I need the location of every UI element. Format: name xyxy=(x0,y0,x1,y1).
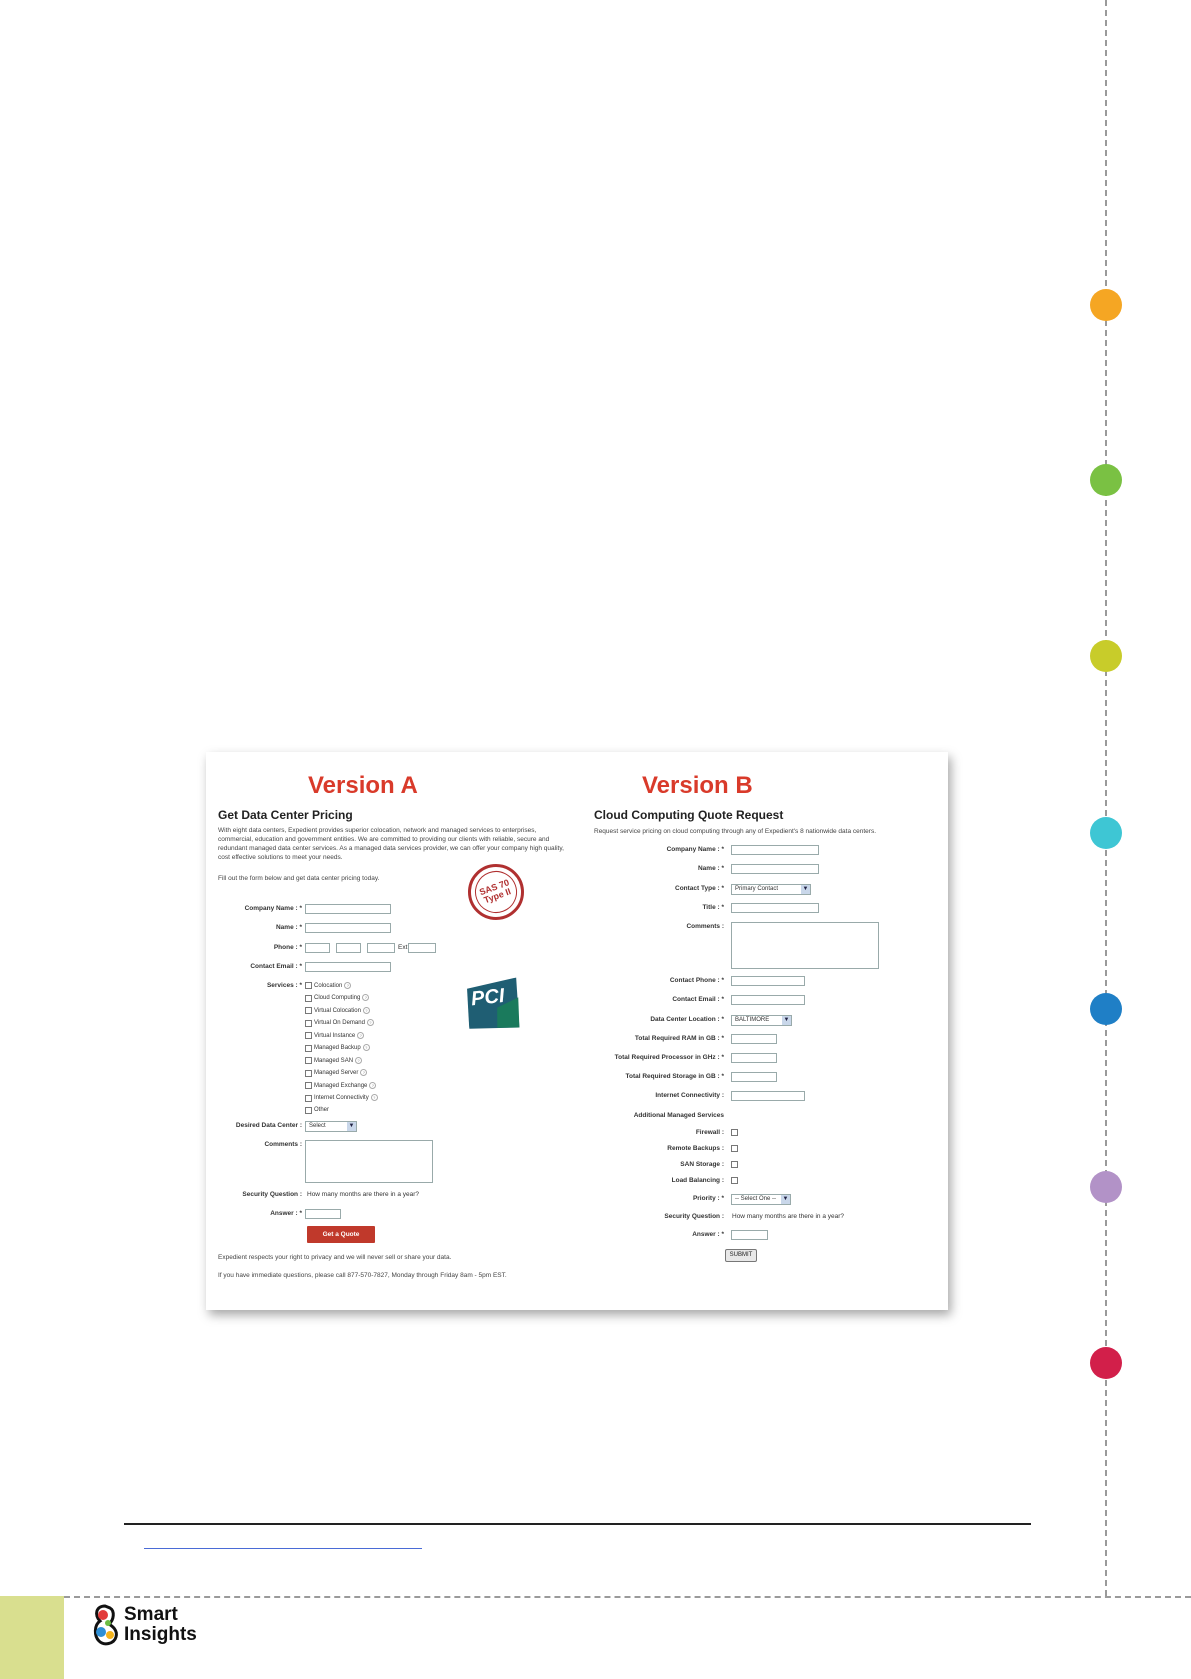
company-input[interactable] xyxy=(305,904,391,914)
pci-badge-text: PCI xyxy=(470,984,506,1011)
ram-input[interactable] xyxy=(731,1034,777,1044)
processor-input[interactable] xyxy=(731,1053,777,1063)
b-security-question-text: How many months are there in a year? xyxy=(732,1213,844,1220)
timeline-dot-cyan xyxy=(1090,817,1122,849)
service-label xyxy=(314,994,369,1001)
backups-checkbox[interactable] xyxy=(731,1145,738,1152)
timeline-dot-green xyxy=(1090,464,1122,496)
smart-insights-logo-icon xyxy=(90,1603,120,1647)
service-checkbox[interactable] xyxy=(305,1045,312,1052)
version-b-intro: Request service pricing on cloud computing through any of Expedient's 8 nationwide data centers. xyxy=(594,828,876,835)
service-label-text: Managed Server xyxy=(314,1070,359,1077)
priority-select[interactable] xyxy=(731,1194,791,1205)
b-email-input[interactable] xyxy=(731,995,805,1005)
b-phone-input[interactable] xyxy=(731,976,805,986)
help-icon[interactable]: ? xyxy=(355,1057,362,1064)
email-input[interactable] xyxy=(305,962,391,972)
sas70-badge xyxy=(468,864,524,920)
service-label-text: Virtual On Demand xyxy=(314,1020,365,1027)
security-question-text: How many months are there in a year? xyxy=(307,1191,419,1198)
service-label xyxy=(314,1032,364,1039)
service-label-text: Virtual Colocation xyxy=(314,1007,361,1014)
label-security: Security Question : xyxy=(242,1191,302,1198)
label-company: Company Name : * xyxy=(244,905,302,912)
service-label-text: Virtual Instance xyxy=(314,1032,356,1039)
b-answer-input[interactable] xyxy=(731,1230,768,1240)
b-label-email: Contact Email : * xyxy=(672,996,724,1003)
b-label-company: Company Name : * xyxy=(666,846,724,853)
logo-line1: Smart xyxy=(124,1604,178,1625)
help-icon[interactable]: ? xyxy=(357,1032,364,1039)
version-a-form xyxy=(210,752,582,1310)
help-icon[interactable]: ? xyxy=(369,1082,376,1089)
b-label-processor: Total Required Processor in GHz : * xyxy=(614,1054,724,1061)
version-a-instruction: Fill out the form below and get data center pricing today. xyxy=(218,875,380,882)
san-checkbox[interactable] xyxy=(731,1161,738,1168)
internet-input[interactable] xyxy=(731,1091,805,1101)
b-label-phone: Contact Phone : * xyxy=(669,977,724,984)
service-label xyxy=(314,1044,370,1051)
footer-color-block xyxy=(0,1596,64,1679)
footnote-link-underline[interactable] xyxy=(144,1548,422,1549)
b-label-san: SAN Storage : xyxy=(680,1161,724,1168)
label-services: Services : * xyxy=(266,982,302,989)
chevron-down-icon: ▼ xyxy=(348,1123,355,1129)
b-label-additional: Additional Managed Services xyxy=(633,1112,724,1119)
b-label-backups: Remote Backups : xyxy=(667,1145,724,1152)
label-email: Contact Email : * xyxy=(250,963,302,970)
b-label-load: Load Balancing : xyxy=(671,1177,724,1184)
service-label-text: Managed SAN xyxy=(314,1057,354,1064)
sas70-badge-text: SAS 70 Type II xyxy=(469,865,523,919)
contact-type-value: Primary Contact xyxy=(735,886,779,892)
phone-area-input[interactable] xyxy=(305,943,330,953)
get-quote-button[interactable]: Get a Quote xyxy=(307,1226,375,1243)
b-label-firewall: Firewall : xyxy=(695,1129,724,1136)
smart-insights-logo xyxy=(90,1603,197,1647)
timeline-dot-orange xyxy=(1090,289,1122,321)
service-checkbox[interactable] xyxy=(305,1057,312,1064)
b-comments-textarea[interactable] xyxy=(731,922,879,969)
b-label-security: Security Question : xyxy=(664,1213,724,1220)
b-label-answer: Answer : * xyxy=(692,1231,724,1238)
phone-prefix-input[interactable] xyxy=(336,943,361,953)
b-label-name: Name : * xyxy=(697,865,724,872)
pci-badge xyxy=(464,977,523,1034)
service-checkbox[interactable] xyxy=(305,1082,312,1089)
timeline-dot-purple xyxy=(1090,1171,1122,1203)
service-label-text: Internet Connectivity xyxy=(314,1095,369,1102)
service-label xyxy=(314,1019,374,1026)
timeline-dot-blue xyxy=(1090,993,1122,1025)
b-label-comments: Comments : xyxy=(686,923,724,930)
service-label-text: Colocation xyxy=(314,982,343,989)
version-b-title: Cloud Computing Quote Request xyxy=(594,808,784,822)
service-label-text: Cloud Computing xyxy=(314,995,361,1002)
service-label xyxy=(314,982,351,989)
b-company-input[interactable] xyxy=(731,845,819,855)
footnote-rule xyxy=(124,1523,1031,1525)
service-checkbox[interactable] xyxy=(305,1095,312,1102)
contact-text: If you have immediate questions, please call 877-570-7827, Monday through Friday 8am - 5pm EST. xyxy=(218,1272,507,1279)
service-label xyxy=(314,1007,370,1014)
b-name-input[interactable] xyxy=(731,864,819,874)
service-label xyxy=(314,1057,362,1064)
answer-input[interactable] xyxy=(305,1209,341,1219)
label-comments: Comments : xyxy=(264,1141,302,1148)
b-label-title: Title : * xyxy=(702,904,724,911)
firewall-checkbox[interactable] xyxy=(731,1129,738,1136)
version-b-heading: Version B xyxy=(642,772,753,799)
logo-line2: Insights xyxy=(124,1624,197,1645)
label-answer: Answer : * xyxy=(270,1210,302,1217)
b-title-input[interactable] xyxy=(731,903,819,913)
service-checkbox[interactable] xyxy=(305,1007,312,1014)
label-name: Name : * xyxy=(275,924,302,931)
help-icon[interactable]: ? xyxy=(362,994,369,1001)
service-checkbox[interactable] xyxy=(305,1032,312,1039)
phone-ext-input[interactable] xyxy=(408,943,436,953)
version-a-heading: Version A xyxy=(308,772,418,799)
datacenter-select-value: Select xyxy=(309,1123,326,1129)
ext-label: Ext xyxy=(398,944,408,951)
b-label-internet: Internet Connectivity : xyxy=(655,1092,724,1099)
help-icon[interactable]: ? xyxy=(371,1094,378,1101)
comments-textarea[interactable] xyxy=(305,1140,433,1183)
location-select[interactable] xyxy=(731,1015,792,1026)
service-label-text: Managed Backup xyxy=(314,1045,361,1052)
contact-type-select[interactable] xyxy=(731,884,811,895)
chevron-down-icon: ▼ xyxy=(783,1017,790,1023)
timeline-dot-crimson xyxy=(1090,1347,1122,1379)
version-a-title: Get Data Center Pricing xyxy=(218,808,353,822)
service-label xyxy=(314,1094,378,1101)
service-checkbox[interactable] xyxy=(305,982,312,989)
b-label-contact-type: Contact Type : * xyxy=(675,885,724,892)
privacy-text: Expedient respects your right to privacy and we will never sell or share your data. xyxy=(218,1254,452,1261)
timeline-dot-yellowgreen xyxy=(1090,640,1122,672)
service-checkbox[interactable] xyxy=(305,1107,312,1114)
b-label-priority: Priority : * xyxy=(692,1195,724,1202)
name-input[interactable] xyxy=(305,923,391,933)
service-label xyxy=(314,1069,367,1076)
ab-test-screenshot xyxy=(206,752,948,1310)
service-label xyxy=(314,1082,376,1089)
chevron-down-icon: ▼ xyxy=(782,1196,789,1202)
service-checkbox[interactable] xyxy=(305,995,312,1002)
service-label xyxy=(314,1107,329,1113)
version-a-intro: With eight data centers, Expedient provides superior colocation, network and managed services to enterprises, commercial, education and government entities. We are committed to providing our clients with reliable, secure and redundant managed data center services. As a managed data services provider, we can offer your company high quality, cost effective solutions to meet your needs. xyxy=(218,827,564,861)
help-icon[interactable]: ? xyxy=(363,1007,370,1014)
service-label-text: Managed Exchange xyxy=(314,1082,368,1089)
service-checkbox[interactable] xyxy=(305,1020,312,1027)
footer-dashed-line xyxy=(64,1596,1191,1598)
load-balancing-checkbox[interactable] xyxy=(731,1177,738,1184)
submit-button[interactable]: SUBMIT xyxy=(725,1249,757,1262)
b-label-ram: Total Required RAM in GB : * xyxy=(634,1035,724,1042)
phone-line-input[interactable] xyxy=(367,943,395,953)
datacenter-select[interactable] xyxy=(305,1121,357,1132)
help-icon[interactable]: ? xyxy=(367,1019,374,1026)
service-checkbox[interactable] xyxy=(305,1070,312,1077)
chevron-down-icon: ▼ xyxy=(802,886,809,892)
storage-input[interactable] xyxy=(731,1072,777,1082)
b-label-storage: Total Required Storage in GB : * xyxy=(625,1073,724,1080)
location-value: BALTIMORE xyxy=(735,1017,770,1023)
service-label-text: Other xyxy=(314,1106,330,1113)
b-label-location: Data Center Location : * xyxy=(650,1016,724,1023)
help-icon[interactable]: ? xyxy=(344,982,351,989)
label-phone: Phone : * xyxy=(273,944,302,951)
priority-value: -- Select One -- xyxy=(735,1196,777,1202)
version-b-form xyxy=(594,752,944,1310)
help-icon[interactable]: ? xyxy=(363,1044,370,1051)
label-datacenter: Desired Data Center : xyxy=(235,1122,302,1129)
help-icon[interactable]: ? xyxy=(360,1069,367,1076)
